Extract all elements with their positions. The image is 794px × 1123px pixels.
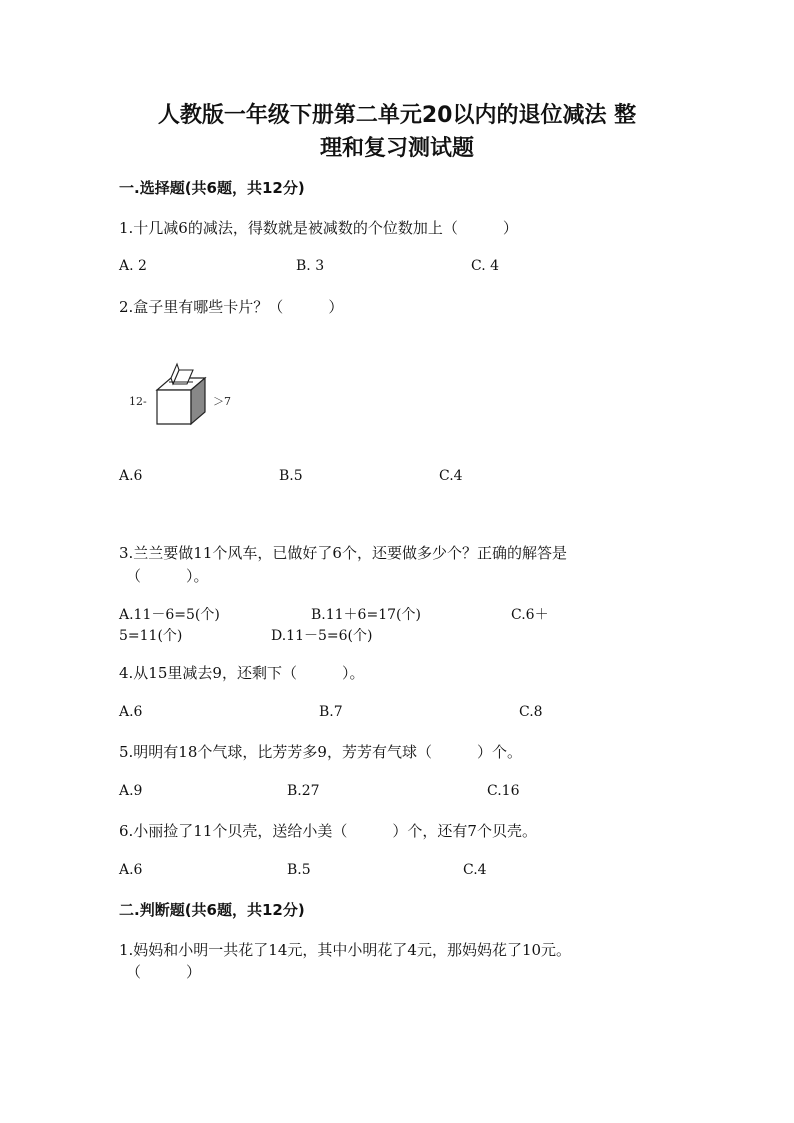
question-5-option-a: A.9 bbox=[119, 783, 143, 799]
box-left-label: 12- bbox=[129, 395, 147, 408]
question-4-text: 4.从15里减去9，还剩下（ ）。 bbox=[119, 664, 365, 682]
question-3-option-c: C.6＋ bbox=[511, 607, 549, 623]
question-2-option-a: A.6 bbox=[119, 468, 143, 484]
question-5-option-b: B.27 bbox=[287, 783, 320, 799]
question-1-text: 1.十几减6的减法，得数就是被减数的个位数加上（ ） bbox=[119, 219, 518, 237]
card-box-figure bbox=[125, 360, 245, 435]
box-right-label: ＞7 bbox=[213, 395, 231, 408]
question-3-text-cont: （ ）。 bbox=[126, 567, 209, 585]
judge-1-text: 1.妈妈和小明一共花了14元，其中小明花了4元，那妈妈花了10元。 bbox=[119, 941, 572, 959]
question-6-text: 6.小丽捡了11个贝壳，送给小美（ ）个，还有7个贝壳。 bbox=[119, 822, 537, 840]
section-heading-choice: 一.选择题(共6题，共12分) bbox=[119, 179, 305, 197]
question-6-option-a: A.6 bbox=[119, 862, 143, 878]
question-1-option-a: A. 2 bbox=[119, 258, 147, 274]
question-5-option-c: C.16 bbox=[487, 783, 520, 799]
question-6-option-b: B.5 bbox=[287, 862, 311, 878]
page-title-line2: 理和复习测试题 bbox=[319, 136, 474, 161]
question-1-option-b: B. 3 bbox=[296, 258, 325, 274]
question-3-option-c-cont: 5=11(个) bbox=[119, 628, 183, 644]
question-4-option-b: B.7 bbox=[319, 704, 343, 720]
section-heading-judge: 二.判断题(共6题，共12分) bbox=[119, 901, 305, 919]
question-4-option-c: C.8 bbox=[519, 704, 543, 720]
question-3-option-a: A.11－6=5(个) bbox=[119, 607, 220, 623]
page-title: 人教版一年级下册第二单元20以内的退位减法 整 bbox=[157, 103, 637, 128]
question-3-text: 3.兰兰要做11个风车，已做好了6个，还要做多少个？正确的解答是 bbox=[119, 544, 567, 562]
question-5-text: 5.明明有18个气球，比芳芳多9，芳芳有气球（ ）个。 bbox=[119, 743, 522, 761]
question-4-option-a: A.6 bbox=[119, 704, 143, 720]
question-3-option-b: B.11＋6=17(个) bbox=[311, 607, 421, 623]
question-2-option-b: B.5 bbox=[279, 468, 303, 484]
question-6-option-c: C.4 bbox=[463, 862, 487, 878]
question-2-text: 2.盒子里有哪些卡片？（ ） bbox=[119, 298, 344, 316]
judge-1-text-cont: （ ） bbox=[126, 963, 202, 981]
question-2-option-c: C.4 bbox=[439, 468, 463, 484]
question-1-option-c: C. 4 bbox=[471, 258, 500, 274]
question-3-option-d: D.11－5=6(个) bbox=[271, 628, 373, 644]
